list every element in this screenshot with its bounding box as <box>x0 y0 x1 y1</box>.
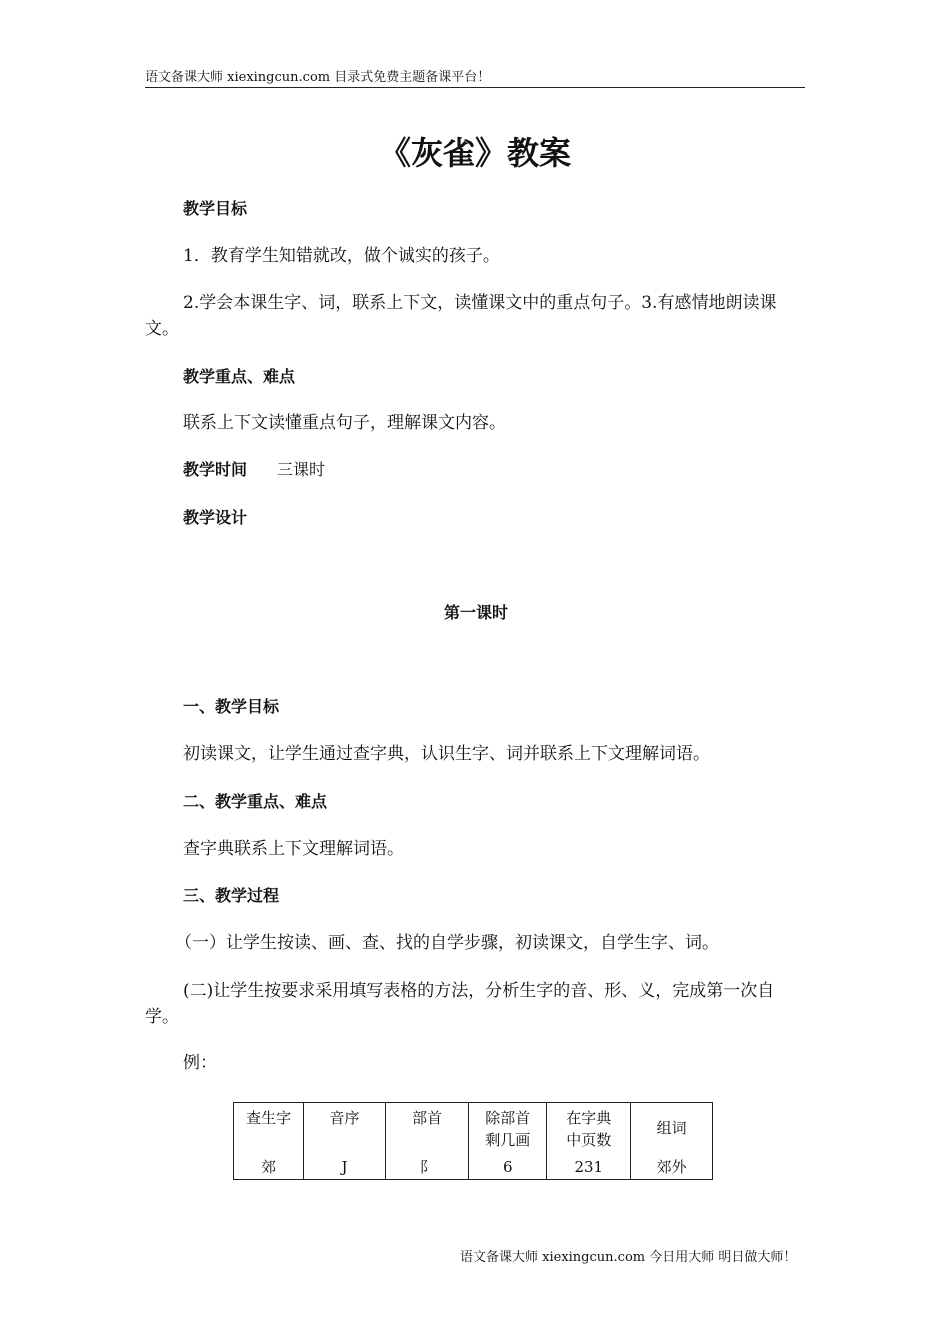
goal-item-2: 2.学会本课生字、词，联系上下文，读懂课文中的重点句子。3.有感情地朗读课文。 <box>145 293 777 339</box>
teaching-time <box>145 457 807 483</box>
process-step-2: (二)让学生按要求采用填写表格的方法，分析生字的音、形、义，完成第一次自学。 <box>145 981 775 1027</box>
column-header: 中页数 <box>566 1131 612 1149</box>
table-row <box>234 1103 713 1180</box>
table-cell <box>631 1103 713 1180</box>
cell-value: J <box>341 1158 348 1176</box>
column-header: 部首 <box>412 1109 443 1127</box>
lesson-key-text: 查字典联系上下文理解词语。 <box>183 839 404 859</box>
column-header: 在字典 <box>566 1109 612 1127</box>
cell-value: 6 <box>502 1158 513 1176</box>
example-table <box>233 1102 713 1180</box>
table-cell <box>234 1103 304 1180</box>
column-header: 组词 <box>656 1119 687 1137</box>
table-cell <box>469 1103 547 1180</box>
table-cell <box>385 1103 469 1180</box>
lesson-goal-heading: 一、教学目标 <box>183 697 280 716</box>
lesson-goal-text: 初读课文，让学生通过查字典，认识生字、词并联系上下文理解词语。 <box>183 744 710 764</box>
teaching-time-label: 教学时间 <box>183 460 248 479</box>
lesson-key-heading: 二、教学重点、难点 <box>183 792 328 811</box>
goal-heading: 教学目标 <box>183 199 248 218</box>
process-step-1: （一）让学生按读、画、查、找的自学步骤，初读课文，自学生字、词。 <box>175 933 719 953</box>
column-header: 除部首 <box>485 1109 531 1127</box>
table-cell <box>304 1103 386 1180</box>
design-heading: 教学设计 <box>183 508 248 527</box>
key-points-text: 联系上下文读懂重点句子，理解课文内容。 <box>183 413 506 433</box>
page-header: 语文备课大师 xiexingcun.com 目录式免费主题备课平台！ <box>145 66 805 88</box>
cell-value: 阝 <box>419 1158 435 1176</box>
column-header: 剩几画 <box>485 1131 531 1149</box>
column-header: 音序 <box>329 1109 360 1127</box>
process-heading: 三、教学过程 <box>183 886 280 905</box>
cell-value: 郊 <box>261 1158 277 1176</box>
column-header: 查生字 <box>246 1109 292 1127</box>
document-title: 《灰雀》教案 <box>378 134 571 172</box>
table-cell <box>547 1103 631 1180</box>
goal-item-1: 1．教育学生知错就改，做个诚实的孩子。 <box>183 246 500 266</box>
cell-value: 郊外 <box>656 1158 687 1176</box>
cell-value: 231 <box>574 1158 604 1176</box>
example-label: 例： <box>183 1053 217 1073</box>
page-footer: 语文备课大师 xiexingcun.com 今日用大师 明日做大师！ <box>460 1250 797 1265</box>
key-points-heading: 教学重点、难点 <box>183 367 296 386</box>
teaching-time-value: 三课时 <box>277 460 326 479</box>
lesson-heading: 第一课时 <box>443 603 508 622</box>
